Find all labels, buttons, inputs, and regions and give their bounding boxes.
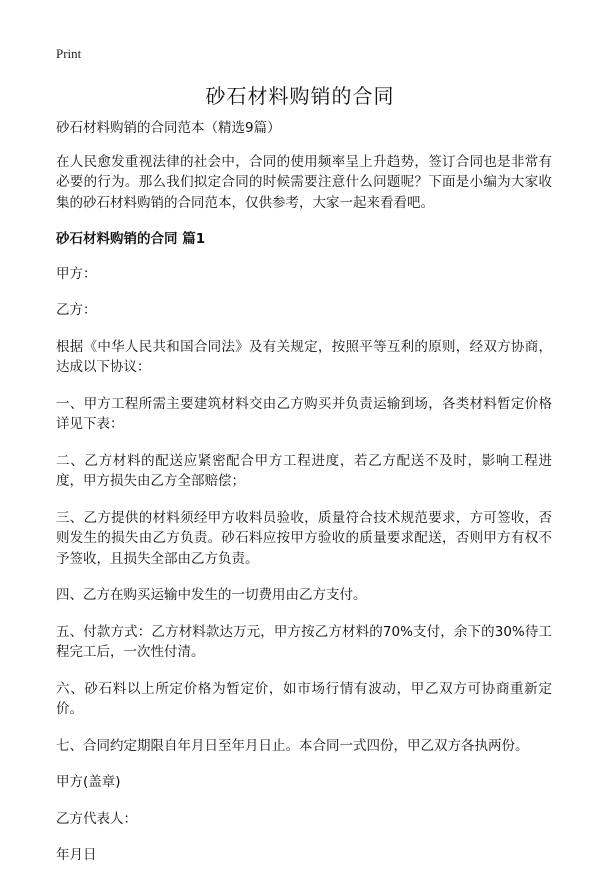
- document-subtitle: 砂石材料购销的合同范本（精选9篇）: [56, 120, 281, 136]
- signature-party-b: 乙方代表人：: [56, 810, 137, 827]
- clause-7: 七、合同约定期限自年月日至年月日止。本合同一式四份，甲乙双方各执两份。: [56, 737, 529, 754]
- clause-4: 四、乙方在购买运输中发生的一切费用由乙方支付。: [56, 587, 367, 603]
- section-heading: 砂石材料购销的合同 篇1: [56, 231, 206, 247]
- document-body: [56, 118, 552, 882]
- preamble-paragraph: 根据《中华人民共和国合同法》及有关规定，按照平等互利的原则，经双方协商，达成以下协议：: [56, 338, 552, 375]
- intro-paragraph: 在人民愈发重视法律的社会中，合同的使用频率呈上升趋势，签订合同也是非常有必要的行为。那么我们拟定合同的时候需要注意什么问题呢？下面是小编为大家收集的砂石材料购销的合同范本，仅供参考，大家一起来看看吧。: [56, 153, 552, 211]
- clause-6: 六、砂石料以上所定价格为暂定价，如市场行情有波动，甲乙双方可协商重新定价。: [56, 680, 552, 717]
- clause-3: 三、乙方提供的材料须经甲方收料员验收，质量符合技术规范要求，方可签收，否则发生的损失由乙方负责。砂石料应按甲方验收的质量要求配送，否则甲方有权不予签收，且损失全部由乙方负责。: [56, 509, 552, 567]
- clause-5: 五、付款方式：乙方材料款达万元，甲方按乙方材料的70%支付，余下的30%待工程完工后，一次性付清。: [56, 623, 552, 660]
- print-link[interactable]: Print: [56, 46, 82, 61]
- signature-party-a: 甲方(盖章): [56, 774, 121, 790]
- party-a-line: 甲方：: [56, 265, 97, 282]
- party-b-line: 乙方：: [56, 302, 97, 318]
- document-title: 砂石材料购销的合同: [205, 84, 395, 108]
- date-line: 年月日: [56, 847, 97, 863]
- clause-1: 一、甲方工程所需主要建筑材料交由乙方购买并负责运输到场，各类材料暂定价格详见下表：: [56, 395, 552, 432]
- clause-2: 二、乙方材料的配送应紧密配合甲方工程进度，若乙方配送不及时，影响工程进度，甲方损失由乙方全部赔偿；: [56, 452, 552, 489]
